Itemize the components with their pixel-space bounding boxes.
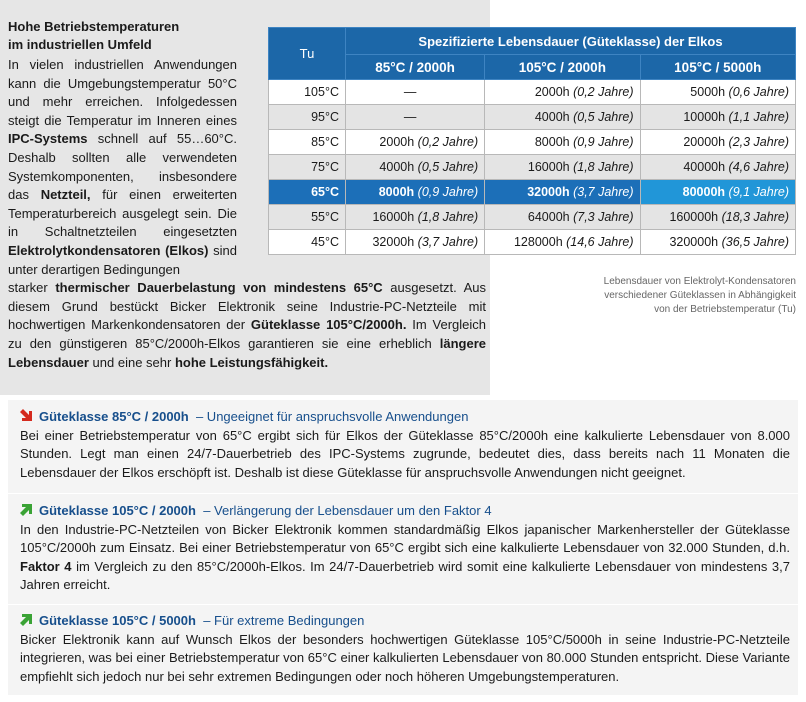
lifetime-cell bbox=[640, 205, 795, 230]
lifetime-years: (4,6 Jahre) bbox=[728, 160, 789, 174]
lifetime-hours: 4000h bbox=[379, 160, 415, 174]
lifetime-table bbox=[268, 27, 796, 255]
col-header-105-2000: 105°C / 2000h bbox=[485, 55, 640, 80]
grade-description: Bei einer Betriebstemperatur von 65°C ergibt sich für Elkos der Güteklasse 85°C/2000h eine kalkulierte Lebensdauer von 8.000 Stunden. Legt man einen 24/7-Dauerbetrieb des IPC-Systems zugrunde, bedeutet dies, dass bereits nach 11 Monaten die Lebensdauer der Elkos erschöpft ist. Deshalb ist diese Güteklasse für anspruchsvolle Anwendungen nicht geeignet. bbox=[20, 427, 790, 480]
lifetime-cell bbox=[346, 230, 485, 255]
intro-paragraph-narrow: In vielen industriellen Anwendungen kann die Umgebungstemperatur 50°C und mehr erreichen. Infolgedessen steigt die Temperatur im Inneren eines IPC-Systems schnell auf 55…60°C. Deshalb sollten alle verwendeten Systemkomponenten, insbesondere das Netzteil, für einen erweiterten Temperaturbereich ausgelegt sein. Die in Schaltnetzteilen eingesetzten Elektrolytkondensatoren (Elkos) sind unter derartigen Bedingungen bbox=[8, 57, 237, 277]
lifetime-cell bbox=[640, 130, 795, 155]
grade-item-85-2000 bbox=[20, 408, 790, 482]
lifetime-years: (18,3 Jahre) bbox=[721, 210, 789, 224]
lifetime-cell bbox=[346, 105, 485, 130]
temperature-cell: 75°C bbox=[269, 155, 346, 180]
table-row bbox=[269, 155, 796, 180]
lifetime-years: (9,1 Jahre) bbox=[728, 185, 789, 199]
table-row bbox=[269, 180, 796, 205]
lifetime-hours: 8000h bbox=[534, 135, 570, 149]
lifetime-hours: 16000h bbox=[527, 160, 570, 174]
lifetime-hours: 32000h bbox=[527, 185, 570, 199]
grade-description: Bicker Elektronik kann auf Wunsch Elkos der besonders hochwertigen Güteklasse 105°C/5000h in seine Industrie-PC-Netzteile integrieren, was bei einer Betriebstemperatur von 65°C einer kalkulierten Lebensdauer von 80.000 Stunden entspricht. Diese Variante empfiehlt sich jedoch nur bei sehr extremen Bedingungen oder noch höheren Umgebungstemperaturen. bbox=[20, 631, 790, 684]
lifetime-cell bbox=[640, 155, 795, 180]
lifetime-cell bbox=[485, 155, 640, 180]
table-row bbox=[269, 205, 796, 230]
lifetime-years: (3,7 Jahre) bbox=[573, 185, 634, 199]
temperature-cell: 65°C bbox=[269, 180, 346, 205]
lifetime-hours: 40000h bbox=[683, 160, 726, 174]
lifetime-years: (0,5 Jahre) bbox=[573, 110, 634, 124]
lifetime-cell bbox=[485, 180, 640, 205]
tu-header: Tu bbox=[269, 28, 346, 80]
lifetime-hours: 10000h bbox=[683, 110, 726, 124]
lifetime-cell bbox=[485, 130, 640, 155]
lifetime-hours: 128000h bbox=[513, 235, 563, 249]
lifetime-cell bbox=[346, 80, 485, 105]
lifetime-hours: 2000h bbox=[534, 85, 570, 99]
lifetime-years: (1,8 Jahre) bbox=[417, 210, 479, 224]
divider bbox=[8, 493, 798, 494]
grade-item-105-5000 bbox=[20, 612, 790, 686]
temperature-cell: 45°C bbox=[269, 230, 346, 255]
lifetime-hours: — bbox=[403, 110, 417, 124]
lifetime-years: (3,7 Jahre) bbox=[417, 235, 479, 249]
table-row bbox=[269, 230, 796, 255]
lifetime-cell bbox=[346, 180, 485, 205]
lifetime-years: (0,5 Jahre) bbox=[417, 160, 479, 174]
lifetime-hours: 80000h bbox=[682, 185, 726, 199]
col-header-105-5000: 105°C / 5000h bbox=[640, 55, 795, 80]
arrow-down-right-icon bbox=[20, 409, 33, 422]
lifetime-years: (14,6 Jahre) bbox=[566, 235, 634, 249]
lifetime-hours: 2000h bbox=[379, 135, 415, 149]
col-header-85-2000: 85°C / 2000h bbox=[346, 55, 485, 80]
intro-heading: Hohe Betriebstemperaturen im industriellen Umfeld bbox=[8, 19, 180, 52]
table-title: Spezifizierte Lebensdauer (Güteklasse) der Elkos bbox=[346, 28, 796, 55]
lifetime-cell bbox=[640, 230, 795, 255]
table-row bbox=[269, 105, 796, 130]
lifetime-cell bbox=[485, 230, 640, 255]
lifetime-hours: 20000h bbox=[683, 135, 726, 149]
table-row bbox=[269, 80, 796, 105]
grade-title: Güteklasse 85°C / 2000h – Ungeeignet für anspruchsvolle Anwendungen bbox=[39, 409, 469, 424]
lifetime-years: (1,1 Jahre) bbox=[728, 110, 789, 124]
lifetime-cell bbox=[346, 155, 485, 180]
lifetime-hours: 5000h bbox=[690, 85, 726, 99]
grade-title: Güteklasse 105°C / 5000h – Für extreme Bedingungen bbox=[39, 613, 365, 628]
lifetime-hours: 4000h bbox=[534, 110, 570, 124]
lifetime-hours: 32000h bbox=[372, 235, 415, 249]
divider bbox=[8, 604, 798, 605]
arrow-up-right-icon bbox=[20, 503, 33, 516]
temperature-cell: 55°C bbox=[269, 205, 346, 230]
table-row bbox=[269, 130, 796, 155]
lifetime-cell bbox=[485, 80, 640, 105]
lifetime-years: (0,2 Jahre) bbox=[417, 135, 479, 149]
lifetime-cell bbox=[346, 130, 485, 155]
lifetime-cell bbox=[640, 80, 795, 105]
lifetime-hours: 160000h bbox=[669, 210, 719, 224]
temperature-cell: 85°C bbox=[269, 130, 346, 155]
lifetime-years: (0,9 Jahre) bbox=[417, 185, 479, 199]
temperature-cell: 105°C bbox=[269, 80, 346, 105]
lifetime-years: (1,8 Jahre) bbox=[573, 160, 634, 174]
table-caption: Lebensdauer von Elektrolyt-Kondensatoren verschiedener Güteklassen in Abhängigkeit von der Betriebstemperatur (Tu) bbox=[603, 276, 796, 315]
lifetime-years: (2,3 Jahre) bbox=[728, 135, 789, 149]
lifetime-years: (7,3 Jahre) bbox=[573, 210, 634, 224]
grade-item-105-2000 bbox=[20, 502, 790, 595]
grade-title: Güteklasse 105°C / 2000h – Verlängerung der Lebensdauer um den Faktor 4 bbox=[39, 503, 492, 518]
temperature-cell: 95°C bbox=[269, 105, 346, 130]
lifetime-hours: 64000h bbox=[527, 210, 570, 224]
lifetime-hours: 320000h bbox=[669, 235, 719, 249]
intro-paragraph-wide: starker thermischer Dauerbelastung von mindestens 65°C ausgesetzt. Aus diesem Grund bestückt Bicker Elektronik seine Industrie-PC-Netzteile mit hochwertigen Markenkondensatoren der Güteklasse 105°C/2000h. Im Vergleich zu den günstigeren 85°C/2000h-Elkos garantieren sie eine erheblich längere Lebensdauer und eine sehr hohe Leistungsfähigkeit. bbox=[8, 280, 486, 370]
lifetime-cell bbox=[485, 205, 640, 230]
lifetime-hours: 16000h bbox=[372, 210, 415, 224]
lifetime-cell bbox=[640, 105, 795, 130]
lifetime-years: (0,2 Jahre) bbox=[573, 85, 634, 99]
arrow-up-right-icon bbox=[20, 613, 33, 626]
lifetime-years: (0,6 Jahre) bbox=[728, 85, 789, 99]
lifetime-years: (36,5 Jahre) bbox=[721, 235, 789, 249]
lifetime-cell bbox=[485, 105, 640, 130]
lifetime-hours: 8000h bbox=[378, 185, 415, 199]
lifetime-years: (0,9 Jahre) bbox=[573, 135, 634, 149]
grade-description: In den Industrie-PC-Netzteilen von Bicker Elektronik kommen standardmäßig Elkos japanischer Markenhersteller der Güteklasse 105°C/2000h zum Einsatz. Bei einer Betriebstemperatur von 65°C ergibt sich eine kalkulierte Lebensdauer von 32.000 Stunden, d.h. Faktor 4 im Vergleich zu den 85°C/2000h-Elkos. Im 24/7-Dauerbetrieb wird somit eine kalkulierte Lebensdauer von mindestens 3,7 Jahren erreicht. bbox=[20, 521, 790, 592]
lifetime-cell bbox=[640, 180, 795, 205]
lifetime-hours: — bbox=[403, 85, 417, 99]
lifetime-cell bbox=[346, 205, 485, 230]
